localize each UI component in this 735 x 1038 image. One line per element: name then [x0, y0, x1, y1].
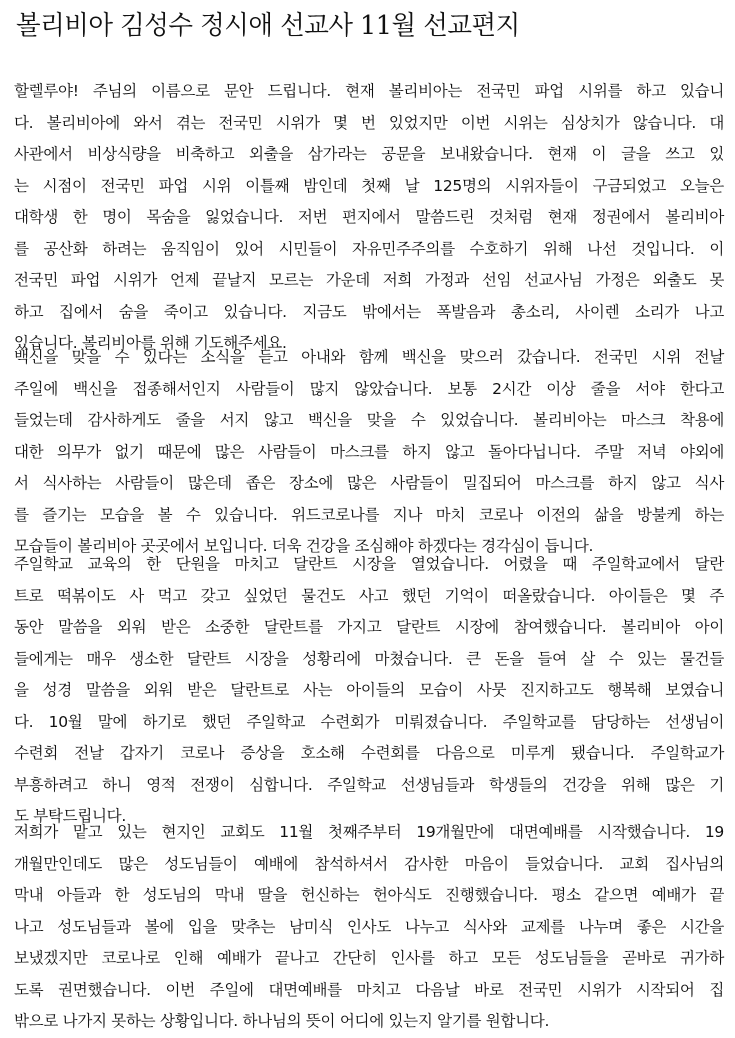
text-line: 는 시점이 전국민 파업 시위 이틀째 밤인데 첫째 날 125명의 시위자들이 구금되었고 오늘은: [14, 176, 724, 195]
text-line: 모습들이 볼리비아 곳곳에서 보입니다. 더욱 건강을 조심해야 하겠다는 경각심이 듭니다.: [14, 537, 594, 555]
page-title: 볼리비아 김성수 정시애 선교사 11월 선교편지: [16, 11, 520, 41]
paragraph-vaccine: [14, 342, 724, 563]
text-line: 주일학교 교육의 한 단원을 마치고 달란트 시장을 열었습니다. 어렸을 때 주일학교에서 달란: [14, 555, 724, 573]
text-line: 도 부탁드립니다.: [14, 807, 126, 825]
text-line: 나고 성도님들과 볼에 입을 맞추는 남미식 인사도 나누고 식사와 교제를 나누며 좋은 시간을: [14, 917, 724, 936]
text-line: 할렐루야! 주님의 이름으로 문안 드립니다. 현재 볼리비아는 전국민 파업 시위를 하고 있습니: [14, 82, 724, 100]
text-line: 있습니다. 볼리비아를 위해 기도해주세요.: [14, 334, 287, 352]
text-line: 를 즐기는 모습을 볼 수 있습니다. 위드코로나를 지나 마치 코로나 이전의 삶을 방불케 하는: [14, 505, 724, 524]
text-line: 대학생 한 명이 목숨을 잃었습니다. 저번 편지에서 말씀드린 것처럼 현재 정권에서 볼리비아: [14, 208, 724, 226]
text-line: 을 성경 말씀을 외워 받은 달란트로 사는 아이들의 모습이 사뭇 진지하고도 행복해 보였습니: [14, 681, 724, 699]
text-line: 대한 의무가 없기 때문에 많은 사람들이 마스크를 하지 않고 돌아다닙니다. 주말 저녁 야외에: [14, 442, 724, 461]
paragraph-sunday-school: [14, 549, 724, 833]
text-line: 도록 권면했습니다. 이번 주일에 대면예배를 마치고 다음날 바로 전국민 시위가 시작되어 집: [14, 980, 724, 999]
text-line: 다. 볼리비아에 와서 겪는 전국민 시위가 몇 번 있었지만 이번 시위는 심상치가 않습니다. 대: [14, 113, 724, 132]
text-line: 밖으로 나가지 못하는 상황입니다. 하나님의 뜻이 어디에 있는지 알기를 원합니다.: [14, 1012, 550, 1030]
text-line: 서 식사하는 사람들이 많은데 좁은 장소에 많은 사람들이 밀집되어 마스크를 하지 않고 식사: [14, 474, 724, 492]
text-line: 백신을 맞을 수 있다는 소식을 듣고 아내와 함께 백신을 맞으러 갔습니다. 전국민 시위 전날: [14, 348, 724, 366]
text-line: 다. 10월 말에 하기로 했던 주일학교 수련회가 미뤄졌습니다. 주일학교를 담당하는 선생님이: [14, 712, 724, 731]
text-line: 보냈겠지만 코로나로 인해 예배가 끝나고 간단히 인사를 하고 모든 성도님들을 곧바로 귀가하: [14, 949, 724, 967]
text-line: 주일에 백신을 접종해서인지 사람들이 많지 않았습니다. 보통 2시간 이상 줄을 서야 한다고: [14, 379, 724, 398]
paragraph-protest: [14, 76, 724, 360]
text-line: 부흥하려고 하니 영적 전쟁이 심합니다. 주일학교 선생님들과 학생들의 건강을 위해 많은 기: [14, 775, 724, 794]
text-line: 를 공산화 하려는 움직임이 있어 시민들이 자유민주주의를 수호하기 위해 나선 것입니다. 이: [14, 239, 724, 258]
text-line: 하고 집에서 숨을 죽이고 있습니다. 지금도 밖에서는 폭발음과 총소리, 사이렌 소리가 나고: [14, 302, 724, 321]
text-line: 막내 아들과 한 성도님의 막내 딸을 헌신하는 헌아식도 진행했습니다. 평소 같으면 예배가 끝: [14, 886, 724, 904]
text-line: 들에게는 매우 생소한 달란트 시장을 성황리에 마쳤습니다. 큰 돈을 들여 살 수 있는 물건들: [14, 649, 724, 668]
text-line: 사관에서 비상식량을 비축하고 외출을 삼가라는 공문을 보내왔습니다. 현재 이 글을 쓰고 있: [14, 145, 724, 163]
text-line: 들었는데 감사하게도 줄을 서지 않고 백신을 맞을 수 있었습니다. 볼리비아는 마스크 착용에: [14, 411, 724, 429]
text-line: 동안 말씀을 외워 받은 소중한 달란트를 가지고 달란트 시장에 참여했습니다. 볼리비아 아이: [14, 618, 724, 636]
text-line: 개월만인데도 많은 성도님들이 예배에 참석하셔서 감사한 마음이 들었습니다. 교회 집사님의: [14, 854, 724, 873]
paragraph-church-service: [14, 817, 724, 1038]
text-line: 전국민 파업 시위가 언제 끝날지 모르는 가운데 저희 가정과 선임 선교사님 가정은 외출도 못: [14, 271, 724, 289]
text-line: 저희가 맡고 있는 현지인 교회도 11월 첫째주부터 19개월만에 대면예배를 시작했습니다. 19: [14, 823, 724, 841]
text-line: 트로 떡볶이도 사 먹고 갖고 싶었던 물건도 사고 했던 기억이 떠올랐습니다. 아이들은 몇 주: [14, 586, 724, 605]
text-line: 수련회 전날 갑자기 코로나 증상을 호소해 수련회를 다음으로 미루게 됐습니다. 주일학교가: [14, 744, 724, 762]
